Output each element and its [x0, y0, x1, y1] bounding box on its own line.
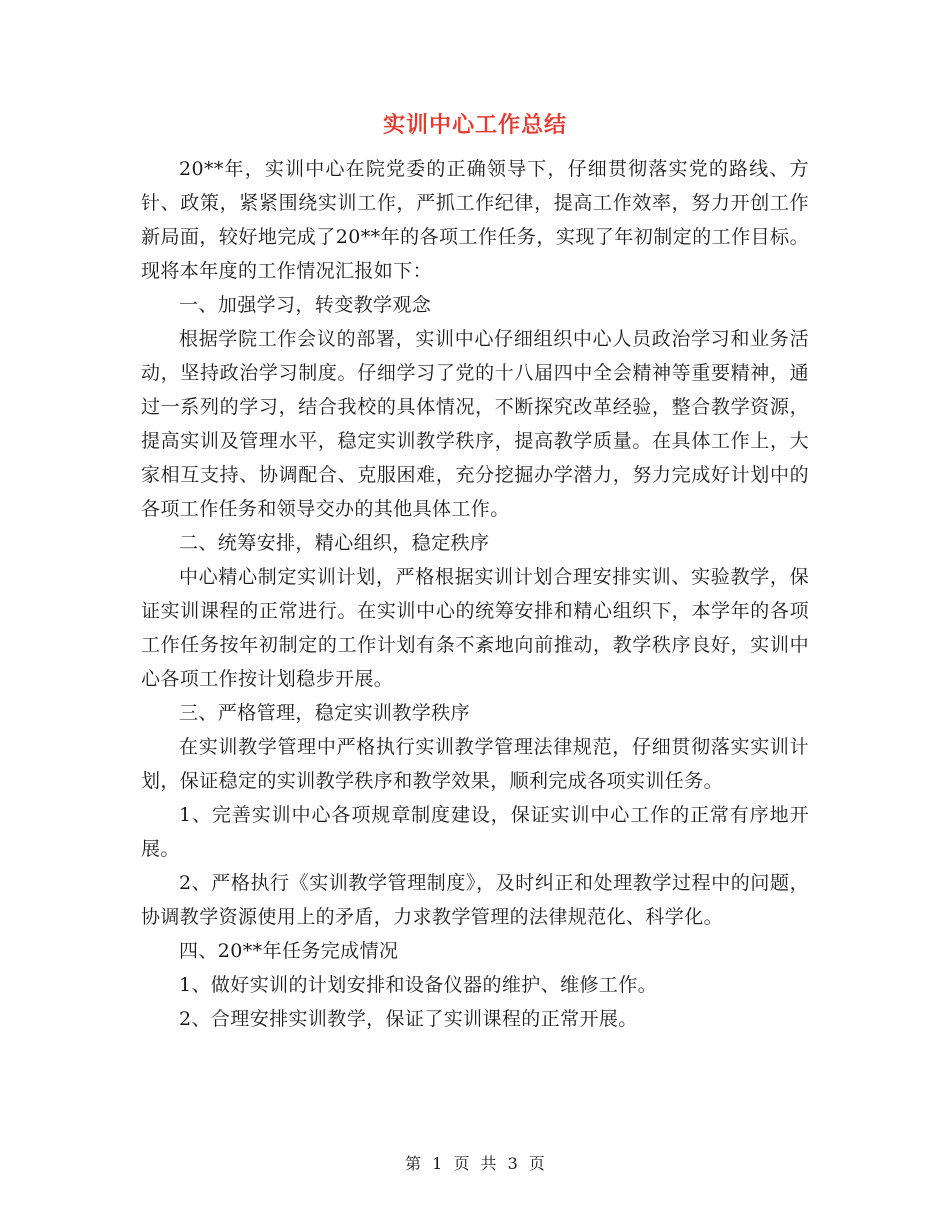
list-item-4-2: 2、合理安排实训教学，保证了实训课程的正常开展。	[179, 1008, 638, 1030]
section-heading-1: 一、加强学习，转变教学观念	[179, 294, 432, 316]
document-body	[141, 152, 809, 1036]
section-heading-4: 四、20**年任务完成情况	[179, 940, 399, 962]
list-item-3-1: 1、完善实训中心各项规章制度建设，保证实训中心工作的正常有序地开展。	[141, 804, 809, 860]
paragraph-section-3: 在实训教学管理中严格执行实训教学管理法律规范，仔细贯彻落实实训计划，保证稳定的实训教学秩序和教学效果，顺利完成各项实训任务。	[141, 736, 809, 792]
section-heading-3: 三、严格管理，稳定实训教学秩序	[179, 702, 471, 724]
paragraph-intro: 20**年，实训中心在院党委的正确领导下，仔细贯彻落实党的路线、方针、政策，紧紧围绕实训工作，严抓工作纪律，提高工作效率，努力开创工作新局面，较好地完成了20**年的各项工作任务，实现了年初制定的工作目标。现将本年度的工作情况汇报如下：	[141, 158, 809, 282]
list-item-4-1: 1、做好实训的计划安排和设备仪器的维护、维修工作。	[179, 974, 658, 996]
paragraph-section-1: 根据学院工作会议的部署，实训中心仔细组织中心人员政治学习和业务活动，坚持政治学习制度。仔细学习了党的十八届四中全会精神等重要精神，通过一系列的学习，结合我校的具体情况，不断探究改革经验，整合教学资源，提高实训及管理水平，稳定实训教学秩序，提高教学质量。在具体工作上，大家相互支持、协调配合、克服困难，充分挖掘办学潜力，努力完成好计划中的各项工作任务和领导交办的其他具体工作。	[141, 328, 809, 520]
list-item-3-2: 2、严格执行《实训教学管理制度》，及时纠正和处理教学过程中的问题，协调教学资源使用上的矛盾，力求教学管理的法律规范化、科学化。	[141, 872, 809, 928]
page-number-footer: 第 1 页 共 3 页	[405, 1154, 545, 1173]
document-title: 实训中心工作总结	[382, 113, 567, 138]
section-heading-2: 二、统筹安排，精心组织，稳定秩序	[179, 532, 490, 554]
paragraph-section-2: 中心精心制定实训计划，严格根据实训计划合理安排实训、实验教学，保证实训课程的正常进行。在实训中心的统筹安排和精心组织下，本学年的各项工作任务按年初制定的工作计划有条不紊地向前推动，教学秩序良好，实训中心各项工作按计划稳步开展。	[141, 566, 809, 690]
